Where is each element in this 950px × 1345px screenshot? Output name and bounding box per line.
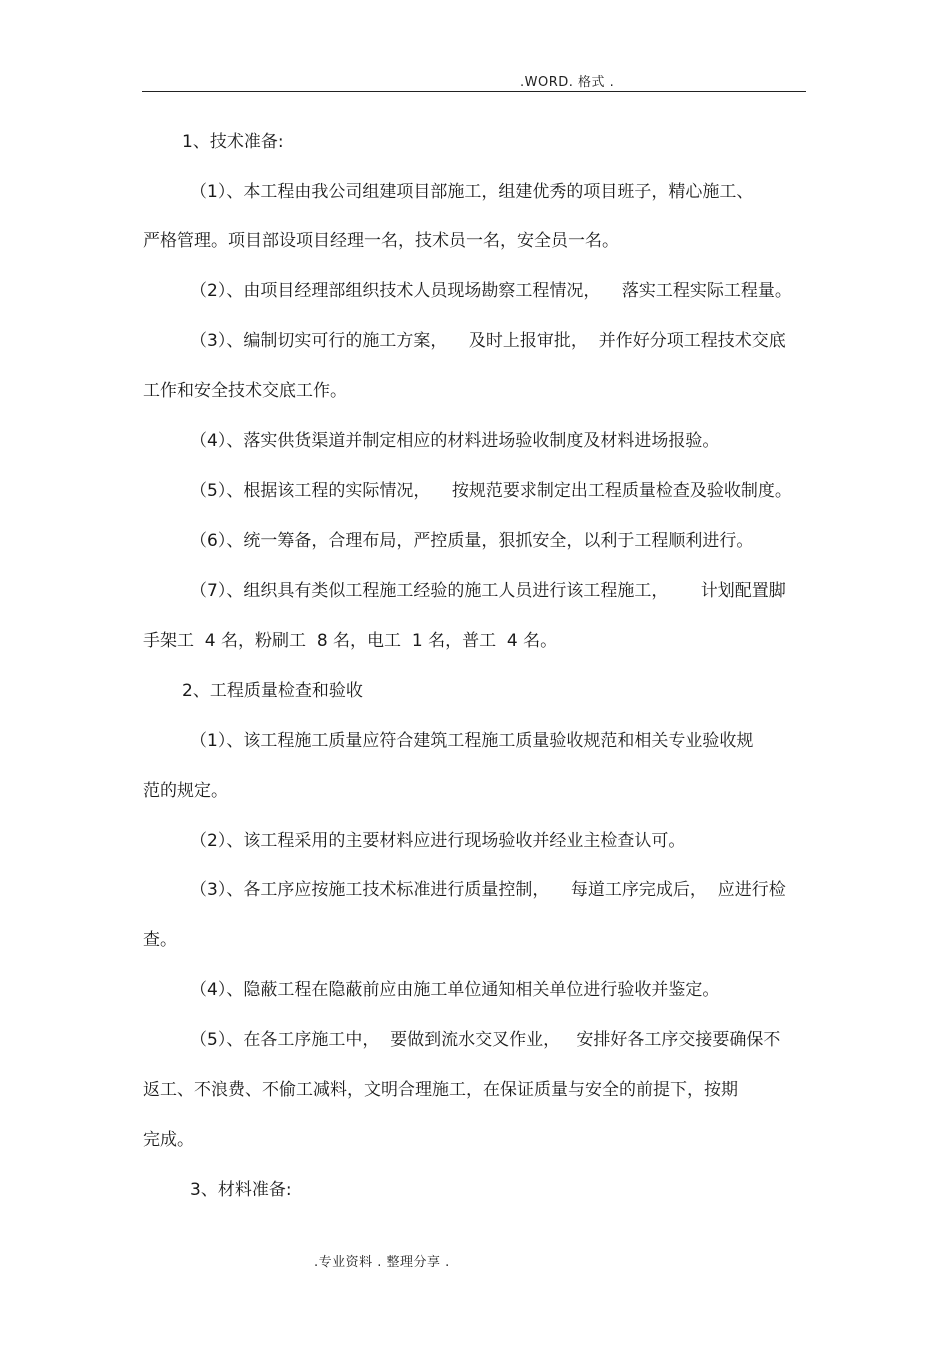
paragraph-line: 范的规定。 (143, 781, 228, 801)
section-heading-1: 1、技术准备: (182, 132, 284, 152)
paragraph-line: （1）、该工程施工质量应符合建筑工程施工质量验收规范和相关专业验收规 (190, 731, 754, 751)
paragraph-line: （3）、各工序应按施工技术标准进行质量控制， 每道工序完成后， 应进行检 (190, 880, 786, 900)
paragraph-line: （5）、在各工序施工中， 要做到流水交叉作业， 安排好各工序交接要确保不 (190, 1030, 781, 1050)
paragraph-line: （4）、隐蔽工程在隐蔽前应由施工单位通知相关单位进行验收并鉴定。 (190, 980, 720, 1000)
paragraph-line: （5）、根据该工程的实际情况， 按规范要求制定出工程质量检查及验收制度。 (190, 481, 792, 501)
header-label: .WORD. 格式 . (520, 75, 615, 90)
paragraph-line: （1）、本工程由我公司组建项目部施工，组建优秀的项目班子，精心施工、 (190, 182, 754, 202)
paragraph-line: 完成。 (143, 1130, 194, 1150)
paragraph-line: 手架工 4 名，粉刷工 8 名，电工 1 名，普工 4 名。 (143, 631, 558, 651)
paragraph-line: （6）、统一筹备，合理布局，严控质量，狠抓安全，以利于工程顺利进行。 (190, 531, 754, 551)
paragraph-line: 严格管理。项目部设项目经理一名，技术员一名，安全员一名。 (143, 231, 619, 251)
section-heading-2: 2、工程质量检查和验收 (182, 681, 363, 701)
paragraph-line: 工作和安全技术交底工作。 (143, 381, 347, 401)
paragraph-line: （2）、由项目经理部组织技术人员现场勘察工程情况， 落实工程实际工程量。 (190, 281, 792, 301)
paragraph-line: 返工、不浪费、不偷工减料，文明合理施工，在保证质量与安全的前提下，按期 (143, 1080, 738, 1100)
paragraph-line: （3）、编制切实可行的施工方案， 及时上报审批， 并作好分项工程技术交底 (190, 331, 786, 351)
paragraph-line: （2）、该工程采用的主要材料应进行现场验收并经业主检查认可。 (190, 831, 686, 851)
paragraph-line: （7）、组织具有类似工程施工经验的施工人员进行该工程施工， 计划配置脚 (190, 581, 786, 601)
header-divider (142, 91, 806, 92)
page-footer: .专业资料 . 整理分享 . (314, 1255, 450, 1270)
paragraph-line: （4）、落实供货渠道并制定相应的材料进场验收制度及材料进场报验。 (190, 431, 720, 451)
section-heading-3: 3、材料准备: (190, 1180, 292, 1200)
paragraph-line: 查。 (143, 930, 177, 950)
